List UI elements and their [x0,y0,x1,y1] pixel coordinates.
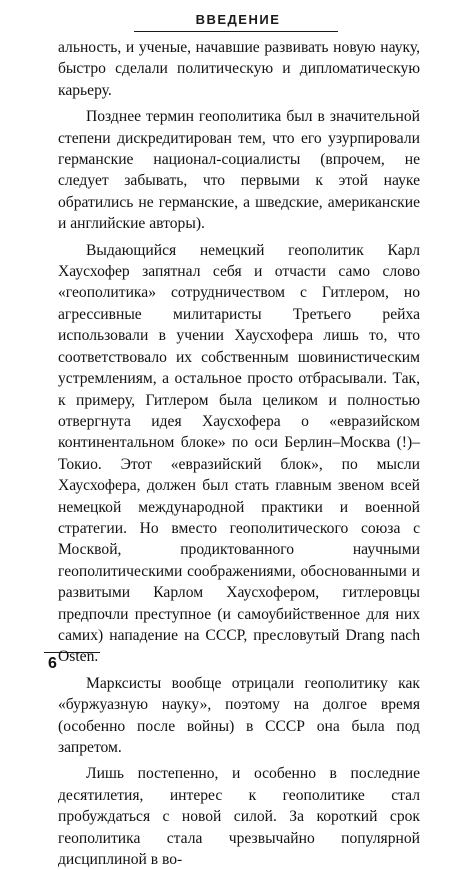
running-head-rule [134,31,338,32]
paragraph-continuation: альность, и ученые, начавшие развивать новую науку, быстро сделали политическую и дипломатическую карьеру. [58,39,420,99]
paragraph-revival: Лишь постепенно, и особенно в последние десятилетия, интерес к геополитике стал пробуждаться с новой силой. За короткий срок геополитика стала чрезвычайно популярной дисциплиной в во- [58,765,420,869]
running-head-title: ВВЕДЕНИЕ [195,12,281,27]
paragraph-term-discredited: Позднее термин геополитика был в значительной степени дискредитирован тем, что его узурпировали германские национал-социалисты (впрочем, не следует забывать, что первыми к этой науке обратились не германские, а шведские, американские и английские авторы). [58,108,420,233]
paragraph-haushofer: Выдающийся немецкий геополитик Карл Хаусхофер запятнал себя и отчасти само слово «геополитика» сотрудничеством с Гитлером, но агрессивные милитаристы Третьего рейха использовали в учении Хаусхофера лишь то, что соответствовало их собственным шовинистическим устремлениям, а остальное просто отбрасывали. Так, к примеру, Гитлером была целиком и полностью отвергнута идея Хаусхофера о «евразийском континентальном блоке» по оси Берлин–Москва (!)–Токио. Этот «евразийский блок», по мысли Хаусхофера, должен был стать главным звеном всей немецкой международной практики и военной стратегии. Но вместо геополитического союза с Москвой, продиктованного научными геополитическими соображениями, обоснованными и развитыми Карлом Хаусхофером, гитлеровцы предпочли преступное (и самоубийственное для них самих) нападение на СССР, пресловутый Drang nach Osten. [58,241,420,666]
page-number-rule [44,652,100,653]
paragraph-marxists: Марксисты вообще отрицали геополитику как «буржуазную науку», поэтому на долгое время (особенно после войны) в СССР она была под запретом. [58,674,420,756]
body-text [58,37,420,870]
page-number: 6 [48,655,57,672]
